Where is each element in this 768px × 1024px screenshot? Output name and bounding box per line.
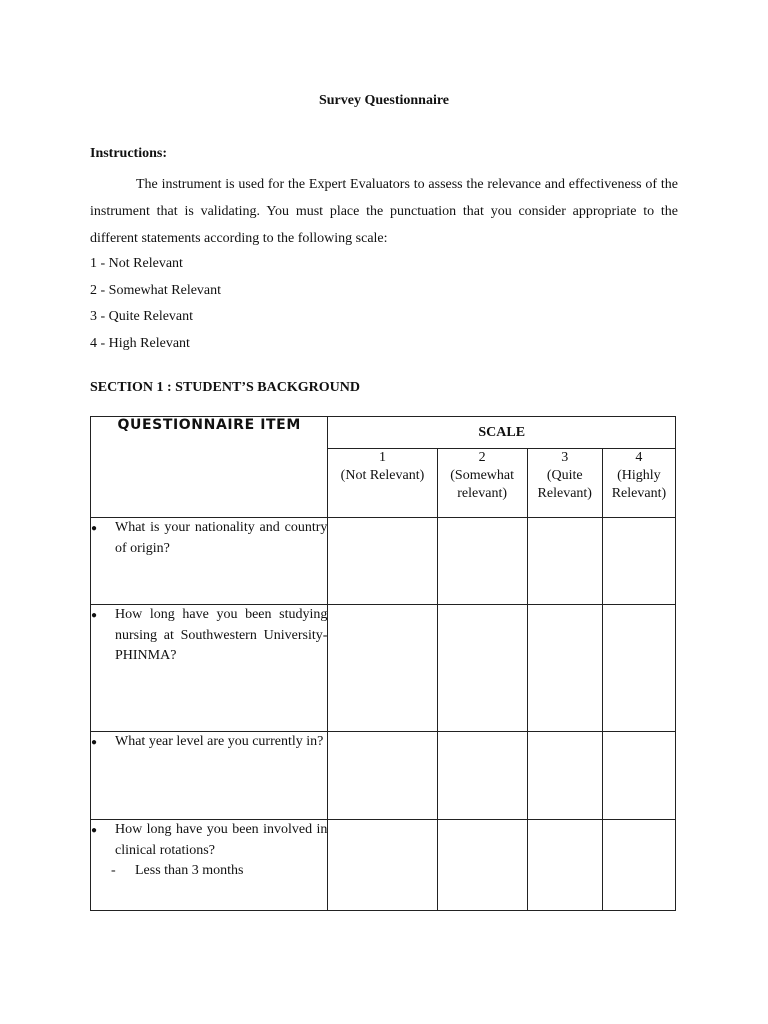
rating-cell-1[interactable] (328, 518, 437, 605)
questionnaire-item (91, 732, 328, 820)
scale-label: (Not Relevant) (340, 468, 425, 483)
rating-cell-1[interactable] (328, 605, 437, 732)
questionnaire-item (91, 605, 328, 732)
rating-cell-3[interactable] (527, 518, 602, 605)
item-text: What is your nationality and country of origin? (115, 520, 328, 556)
scale-number: 1 (378, 450, 386, 465)
bullet-icon: ● (91, 523, 98, 534)
scale-number: 4 (635, 450, 643, 465)
scale-column-3 (527, 449, 602, 518)
scale-label: (Highly Relevant) (611, 468, 667, 501)
scale-number: 2 (478, 450, 486, 465)
scale-column-4 (602, 449, 675, 518)
rating-cell-3[interactable] (527, 820, 602, 911)
rating-cell-1[interactable] (328, 732, 437, 820)
table-row (91, 605, 676, 732)
scale-list-item: 2 - Somewhat Relevant (90, 282, 222, 298)
questionnaire-table (90, 416, 676, 911)
rating-cell-4[interactable] (602, 820, 675, 911)
item-text: How long have you been studying nursing at Southwestern University-PHINMA? (115, 607, 328, 663)
questionnaire-item-header: QUESTIONNAIRE ITEM (91, 417, 328, 518)
item-text: How long have you been involved in clinical rotations? (115, 822, 328, 858)
rating-cell-4[interactable] (602, 605, 675, 732)
instructions-heading: Instructions: (90, 146, 168, 161)
page-title: Survey Questionnaire (318, 93, 450, 108)
scale-label: (Somewhat relevant) (450, 468, 515, 501)
scale-list-item: 4 - High Relevant (90, 335, 190, 351)
rating-cell-2[interactable] (437, 605, 527, 732)
questionnaire-item (91, 820, 328, 911)
dash-icon: - (111, 863, 116, 878)
scale-list-item: 3 - Quite Relevant (90, 309, 194, 324)
scale-number: 3 (561, 450, 569, 465)
item-text: What year level are you currently in? (115, 734, 324, 749)
section-heading: SECTION 1 : STUDENT’S BACKGROUND (90, 380, 360, 395)
instructions-body: The instrument is used for the Expert Evaluators to assess the relevance and effectiveness of the instrument that is validating. You must place the punctuation that you consider appropriate to the different statements according to the following scale: (90, 177, 678, 246)
scale-column-2 (437, 449, 527, 518)
questionnaire-item (91, 518, 328, 605)
rating-cell-4[interactable] (602, 732, 675, 820)
rating-cell-4[interactable] (602, 518, 675, 605)
table-row (91, 518, 676, 605)
rating-cell-2[interactable] (437, 518, 527, 605)
scale-list (90, 251, 221, 357)
answer-option (111, 861, 327, 882)
scale-column-1 (328, 449, 437, 518)
rating-cell-3[interactable] (527, 605, 602, 732)
scale-header: SCALE (328, 417, 676, 449)
rating-cell-2[interactable] (437, 820, 527, 911)
bullet-icon: ● (91, 610, 98, 621)
answer-option-label: Less than 3 months (135, 863, 244, 878)
rating-cell-1[interactable] (328, 820, 437, 911)
table-row (91, 820, 676, 911)
scale-label: (Quite Relevant) (537, 468, 592, 501)
scale-list-item: 1 - Not Relevant (90, 256, 183, 271)
bullet-icon: ● (91, 737, 98, 748)
rating-cell-3[interactable] (527, 732, 602, 820)
rating-cell-2[interactable] (437, 732, 527, 820)
bullet-icon: ● (91, 825, 98, 836)
table-row (91, 732, 676, 820)
